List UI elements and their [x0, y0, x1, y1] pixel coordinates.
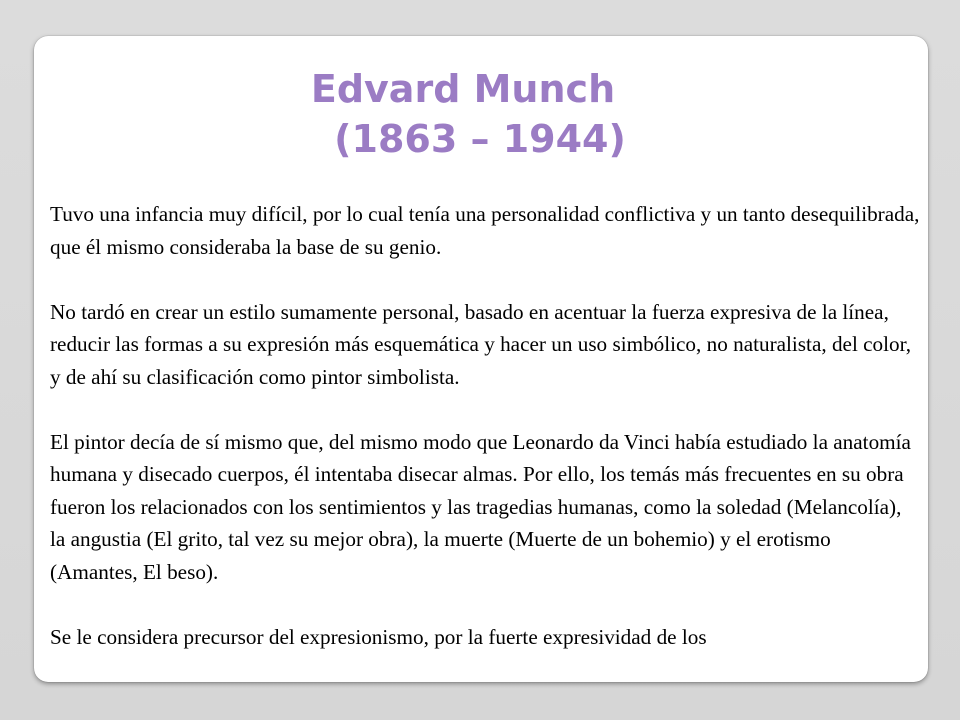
paragraph-expressionism: Se le considera precursor del expresionismo, por la fuerte expresividad de los [50, 624, 707, 649]
slide-body [50, 198, 920, 686]
title-name: Edvard Munch [310, 67, 616, 111]
paragraph-childhood: Tuvo una infancia muy difícil, por lo cual tenía una personalidad conflictiva y un tanto desequilibrada, que él mismo consideraba la base de su genio. [50, 202, 920, 259]
slide-title [0, 64, 960, 164]
paragraph-themes: El pintor decía de sí mismo que, del mismo modo que Leonardo da Vinci había estudiado la anatomía humana y disecado cuerpos, él intentaba disecar almas. Por ello, los temás más frecuentes en su obra fueron los relacionados con los sentimientos y las tragedias humanas, como la soledad (Melancolía), la angustia (El grito, tal vez su mejor obra), la muerte (Muerte de un bohemio) y el erotismo (Amantes, El beso). [50, 429, 911, 584]
title-dates: (1863 – 1944) [334, 117, 626, 161]
paragraph-style: No tardó en crear un estilo sumamente personal, basado en acentuar la fuerza expresiva de la línea, reducir las formas a su expresión más esquemática y hacer un uso simbólico, no naturalista, del color, y de ahí su clasificación como pintor simbolista. [50, 299, 912, 389]
